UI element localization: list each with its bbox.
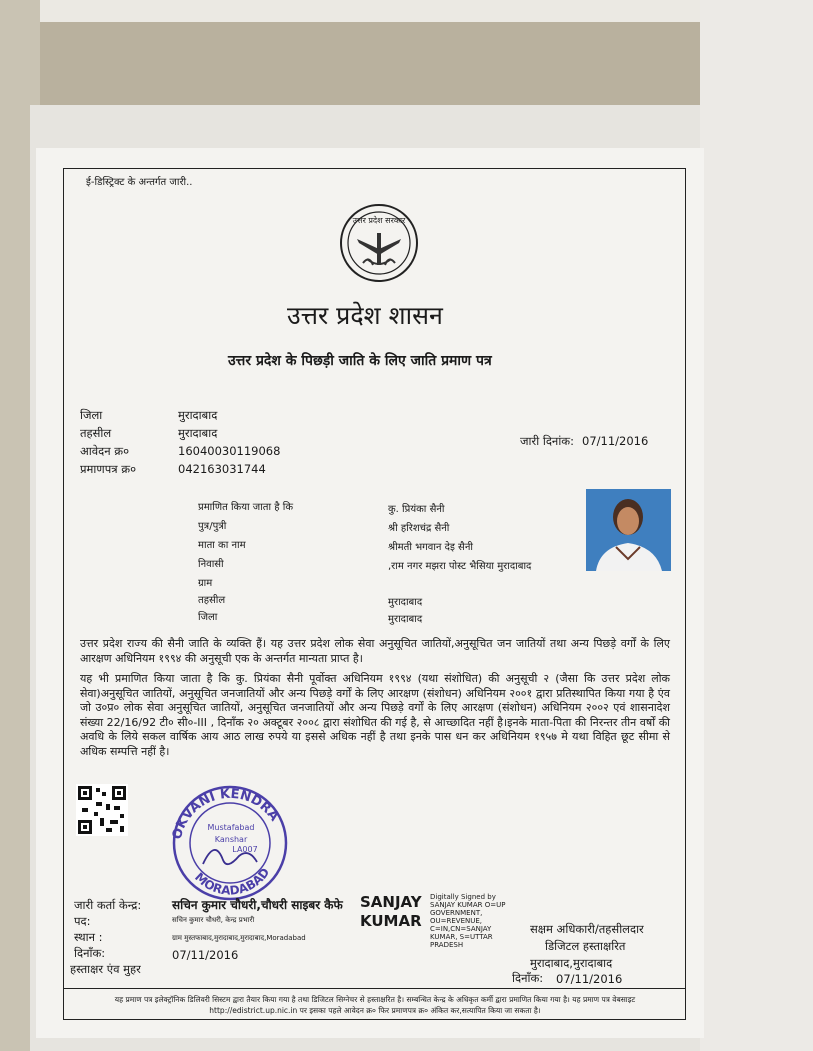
digital-sign-line: KUMAR, S=UTTAR	[430, 933, 493, 941]
mother-value: श्रीमती भगवान देइ सैनी	[388, 542, 473, 553]
stamp-top-text: OKVANI KENDRA	[169, 786, 282, 842]
stamp-bottom-text: MORADABAD	[192, 865, 273, 898]
svg-text:OKVANI KENDRA	[170, 787, 282, 841]
applicant-photo	[586, 489, 671, 571]
village-label: ग्राम	[198, 578, 213, 589]
background-right	[700, 0, 813, 1051]
footer-note: यह प्रमाण पत्र इलेक्ट्रॉनिक डिलिवरी सिस्टम द्वारा तैयार किया गया है तथा डिजिटल सिग्नेचर से हस्ताक्षरित है। सम्बन्धित केन्द्र के अधिकृत कर्मी द्वारा प्रमाणित किया गया है। यह प्रमाण पत्र वेबसाइट http://edistrict.up.nic.in पर इसका पहले आवेदन क्र० फिर प्रमाणपत्र क्र० अंकित कर,सत्यापित किया जा सकता है।	[114, 995, 636, 1015]
up-government-emblem-icon	[337, 203, 421, 283]
page-subtitle: उत्तर प्रदेश के पिछड़ी जाति के लिए जाति प्रमाण पत्र	[228, 353, 492, 369]
sign-label: हस्ताक्षर एंव मुहर	[70, 962, 141, 976]
digital-sign-line: Digitally Signed by	[430, 893, 496, 901]
paragraph-caste: उत्तर प्रदेश राज्य की सैनी जाति के व्यक्ति हैं। यह उत्तर प्रदेश लोक सेवा अनुसूचित जातियों,अनुसूचित जन जातियों तथा अन्य पिछड़े वर्गों के लिए आरक्षण अधिनियम १९९४ की अनुसूची एक के अन्तर्गत मान्यता प्राप्त है।	[80, 637, 670, 665]
officer-signed: डिजिटल हस्ताक्षरित	[545, 939, 626, 953]
officer-place: मुरादाबाद,मुरादाबाद	[530, 956, 613, 970]
district-value: मुरादाबाद	[178, 408, 218, 422]
detail-district-label: जिला	[198, 612, 218, 623]
page-title: उत्तर प्रदेश शासन	[287, 301, 443, 330]
application-value: 16040030119068	[178, 444, 281, 458]
kendra-value: सचिन कुमार चौधरी,चौधरी साइबर कैफे	[172, 898, 343, 912]
kendra-label: जारी कर्ता केन्द्र:	[74, 898, 142, 912]
tehsil-value: मुरादाबाद	[178, 426, 218, 440]
digital-sign-line: SANJAY KUMAR O=UP	[430, 901, 506, 909]
issuer-date-value: 07/11/2016	[172, 948, 239, 962]
issue-date-label: जारी दिनांक:	[520, 434, 575, 448]
tehsil-label: तहसील	[80, 426, 112, 440]
digital-sign-line: PRADESH	[430, 941, 464, 949]
officer-title: सक्षम अधिकारी/तहसीलदार	[530, 922, 644, 936]
header-note: ई-डिस्ट्रिक्ट के अन्तर्गत जारी..	[86, 177, 193, 188]
officer-date-label: दिनाँक:	[512, 971, 544, 985]
certificate-label: प्रमाणपत्र क्र०	[80, 462, 137, 476]
footer-divider	[63, 988, 686, 989]
place-value: ग्राम मुस्तफाबाद,मुरादाबाद,मुरादाबाद,Moradabad	[172, 934, 306, 942]
place-label: स्थान :	[74, 930, 103, 944]
signer-name-line2: KUMAR	[360, 912, 422, 930]
post-label: पद:	[74, 914, 91, 928]
resident-value: ,राम नगर मझरा पोस्ट भैसिया मुरादाबाद	[388, 561, 532, 572]
issue-date-value: 07/11/2016	[582, 434, 649, 448]
detail-tehsil-label: तहसील	[198, 595, 226, 606]
digital-sign-line: C=IN,CN=SANJAY	[430, 925, 492, 933]
resident-label: निवासी	[198, 559, 224, 570]
certify-label: प्रमाणित किया जाता है कि	[198, 502, 294, 513]
application-label: आवेदन क्र०	[80, 444, 130, 458]
stamp-inner-line1: Mustafabad	[207, 823, 255, 832]
stamp-inner-line2: Kanshar	[214, 835, 248, 844]
issuer-date-label: दिनाँक:	[74, 946, 106, 960]
stamp-inner-line3: LA007	[232, 845, 258, 854]
child-of-value: श्री हरिशचंद्र सैनी	[388, 523, 450, 534]
detail-tehsil-value: मुरादाबाद	[388, 597, 423, 608]
person-photo-icon	[586, 489, 671, 571]
signer-name-line1: SANJAY	[360, 893, 422, 911]
officer-date-value: 07/11/2016	[556, 972, 623, 986]
qr-code-icon	[76, 784, 128, 836]
mother-label: माता का नाम	[198, 540, 246, 551]
district-label: जिला	[80, 408, 103, 422]
paragraph-certification: यह भी प्रमाणित किया जाता है कि कु. प्रियंका सैनी पूर्वोक्त अधिनियम १९९४ (यथा संशोधित) की अनुसूची २ (जैसा कि उत्तर प्रदेश लोक सेवा)अनुसूचित जातियों, अनुसूचित जनजातियों और अन्य पिछड़े वर्गों के लिए आरक्षण (संशोधन) अधिनियम २००१ द्वारा प्रतिस्थापित किया गया है एंव जो उ०प्र० लोक सेवा अनुसूचित जातियों, अनुसूचित जनजातियों और अन्य पिछड़े वर्गों के लिए आरक्षण (संशोधन) अधिनियम २००२ एवं शासनादेश संख्या 22/16/92 टी० सी०-III , दिनाँक २० अक्टूबर २००८ द्वारा संशोधित की गई है, से आच्छादित नहीं है।इनके माता-पिता की निरन्तर तीन वर्षों की अवधि के लिये सकल वार्षिक आय आठ लाख रुपये या इससे अधिक नहीं है तथा इनके पास धन कर अधिनियम १९५७ मे यथा विहित छूट सीमा से अधिक सम्पत्ति नहीं है।	[80, 672, 670, 758]
certify-value: कु. प्रियंका सैनी	[388, 504, 445, 515]
digital-sign-line: GOVERNMENT,	[430, 909, 483, 917]
digital-sign-line: OU=REVENUE,	[430, 917, 483, 925]
certificate-value: 042163031744	[178, 462, 266, 476]
detail-district-value: मुरादाबाद	[388, 614, 423, 625]
post-value: सचिन कुमार चौधरी, केन्द्र प्रभारी	[172, 916, 255, 924]
kendra-seal-stamp-icon	[165, 778, 295, 903]
emblem-text: उत्तर प्रदेश सरकार	[352, 216, 406, 225]
child-of-label: पुत्र/पुत्री	[198, 521, 227, 532]
